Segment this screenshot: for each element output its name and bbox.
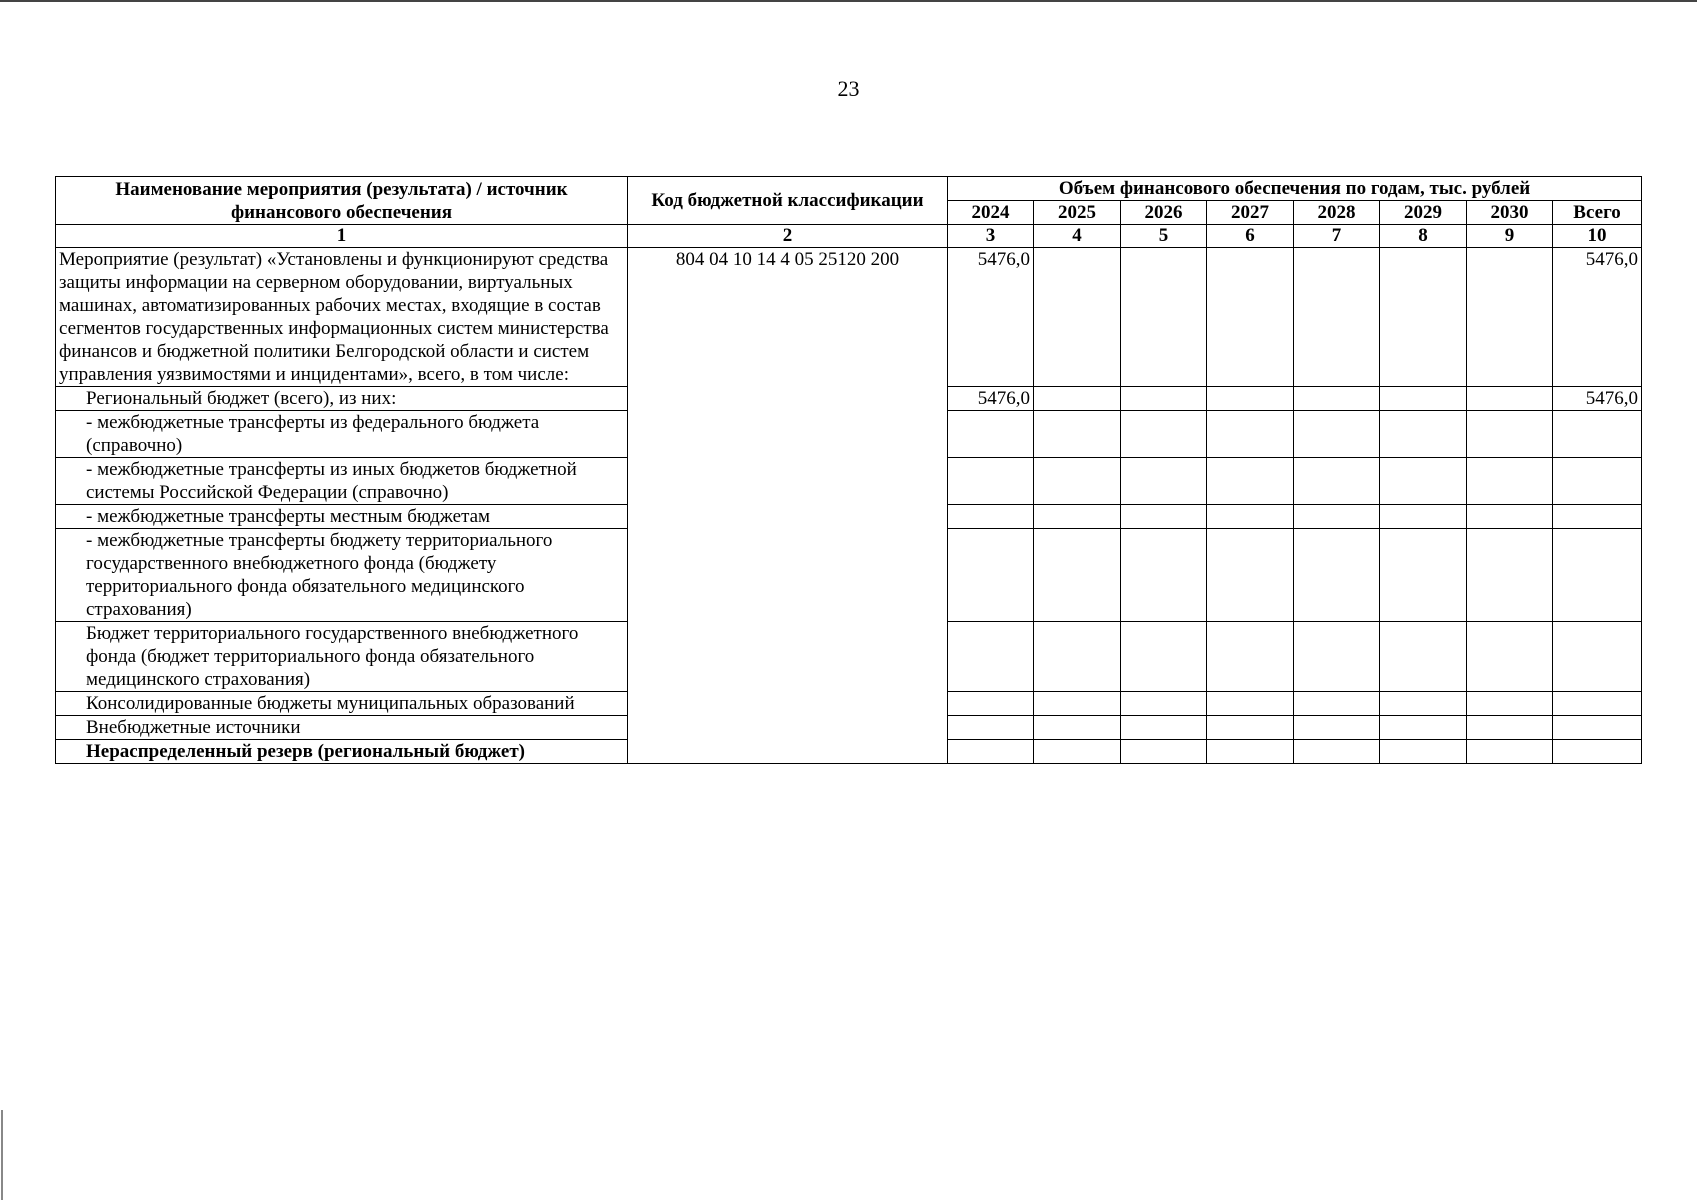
column-number-row (56, 225, 1642, 248)
value-2026 (1121, 692, 1207, 716)
value-2027 (1207, 692, 1294, 716)
value-2028 (1294, 387, 1380, 411)
value-2025 (1034, 716, 1121, 740)
value-2027 (1207, 716, 1294, 740)
value-2029 (1380, 411, 1467, 458)
value-2024 (948, 740, 1034, 764)
column-number: 3 (948, 225, 1034, 248)
value-total (1553, 458, 1642, 505)
value-2028 (1294, 622, 1380, 692)
value-2027 (1207, 505, 1294, 529)
header-total: Всего (1553, 201, 1642, 225)
header-volume-group: Объем финансового обеспечения по годам, тыс. рублей (948, 177, 1642, 201)
header-year-2025: 2025 (1034, 201, 1121, 225)
row-name: - межбюджетные трансферты бюджету территориального государственного внебюджетного фонда (бюджету территориального фонда обязательного медицинского страхования) (56, 529, 628, 622)
value-2027 (1207, 529, 1294, 622)
value-2030 (1467, 692, 1553, 716)
column-number: 8 (1380, 225, 1467, 248)
value-total: 5476,0 (1553, 248, 1642, 387)
value-total: 5476,0 (1553, 387, 1642, 411)
value-2029 (1380, 458, 1467, 505)
value-2028 (1294, 248, 1380, 387)
value-2030 (1467, 248, 1553, 387)
value-2024 (948, 458, 1034, 505)
value-2030 (1467, 505, 1553, 529)
value-2027 (1207, 248, 1294, 387)
value-2024: 5476,0 (948, 248, 1034, 387)
value-2026 (1121, 622, 1207, 692)
value-2030 (1467, 622, 1553, 692)
row-name: - межбюджетные трансферты местным бюджетам (56, 505, 628, 529)
value-2029 (1380, 622, 1467, 692)
header-code-column: Код бюджетной классификации (628, 177, 948, 225)
value-2027 (1207, 387, 1294, 411)
column-number: 7 (1294, 225, 1380, 248)
row-name: Внебюджетные источники (56, 716, 628, 740)
header-year-2026: 2026 (1121, 201, 1207, 225)
value-2024 (948, 505, 1034, 529)
value-2030 (1467, 740, 1553, 764)
value-total (1553, 411, 1642, 458)
column-number: 2 (628, 225, 948, 248)
column-number: 9 (1467, 225, 1553, 248)
scan-edge-mark (1, 1110, 3, 1200)
value-2030 (1467, 387, 1553, 411)
value-2024 (948, 622, 1034, 692)
value-2028 (1294, 529, 1380, 622)
value-2025 (1034, 411, 1121, 458)
value-2025 (1034, 529, 1121, 622)
value-2024 (948, 692, 1034, 716)
column-number: 10 (1553, 225, 1642, 248)
value-2024 (948, 716, 1034, 740)
value-2029 (1380, 529, 1467, 622)
header-year-2024: 2024 (948, 201, 1034, 225)
value-2026 (1121, 387, 1207, 411)
value-2026 (1121, 411, 1207, 458)
value-2025 (1034, 740, 1121, 764)
row-name: Нераспределенный резерв (региональный бюджет) (56, 740, 628, 764)
header-year-2027: 2027 (1207, 201, 1294, 225)
value-2029 (1380, 387, 1467, 411)
value-2029 (1380, 740, 1467, 764)
value-2025 (1034, 692, 1121, 716)
value-2029 (1380, 505, 1467, 529)
value-2026 (1121, 740, 1207, 764)
value-2025 (1034, 622, 1121, 692)
header-year-2030: 2030 (1467, 201, 1553, 225)
financial-support-table (55, 176, 1642, 764)
value-2024 (948, 411, 1034, 458)
value-2028 (1294, 716, 1380, 740)
value-2025 (1034, 505, 1121, 529)
value-2024: 5476,0 (948, 387, 1034, 411)
column-number: 4 (1034, 225, 1121, 248)
value-2026 (1121, 248, 1207, 387)
value-2029 (1380, 716, 1467, 740)
row-name: - межбюджетные трансферты из иных бюджетов бюджетной системы Российской Федерации (справочно) (56, 458, 628, 505)
value-2025 (1034, 387, 1121, 411)
row-name: Бюджет территориального государственного внебюджетного фонда (бюджет территориального фонда обязательного медицинского страхования) (56, 622, 628, 692)
value-2030 (1467, 411, 1553, 458)
value-2024 (948, 529, 1034, 622)
value-total (1553, 740, 1642, 764)
value-2025 (1034, 248, 1121, 387)
header-year-2028: 2028 (1294, 201, 1380, 225)
row-name: Региональный бюджет (всего), из них: (56, 387, 628, 411)
value-2026 (1121, 529, 1207, 622)
table-row (56, 248, 1642, 387)
value-2028 (1294, 740, 1380, 764)
value-2026 (1121, 458, 1207, 505)
value-total (1553, 622, 1642, 692)
header-name-column: Наименование мероприятия (результата) / источник финансового обеспечения (56, 177, 628, 225)
value-2027 (1207, 622, 1294, 692)
value-total (1553, 529, 1642, 622)
header-year-2029: 2029 (1380, 201, 1467, 225)
page-number: 23 (837, 76, 860, 101)
value-2028 (1294, 411, 1380, 458)
value-2028 (1294, 458, 1380, 505)
value-2030 (1467, 716, 1553, 740)
value-total (1553, 505, 1642, 529)
value-2030 (1467, 458, 1553, 505)
row-name: - межбюджетные трансферты из федерального бюджета (справочно) (56, 411, 628, 458)
value-2026 (1121, 716, 1207, 740)
value-2025 (1034, 458, 1121, 505)
value-2029 (1380, 248, 1467, 387)
column-number: 6 (1207, 225, 1294, 248)
value-2028 (1294, 692, 1380, 716)
value-total (1553, 692, 1642, 716)
top-border-rule (0, 0, 1697, 2)
value-2028 (1294, 505, 1380, 529)
value-2027 (1207, 458, 1294, 505)
column-number: 1 (56, 225, 628, 248)
row-name: Мероприятие (результат) «Установлены и функционируют средства защиты информации на серверном оборудовании, виртуальных машинах, автоматизированных рабочих местах, входящие в состав сегментов государственных информационных систем министерства финансов и бюджетной политики Белгородской области и систем управления уязвимостями и инцидентами», всего, в том числе: (56, 248, 628, 387)
value-2027 (1207, 740, 1294, 764)
row-name: Консолидированные бюджеты муниципальных образований (56, 692, 628, 716)
value-total (1553, 716, 1642, 740)
column-number: 5 (1121, 225, 1207, 248)
value-2027 (1207, 411, 1294, 458)
value-2029 (1380, 692, 1467, 716)
value-2030 (1467, 529, 1553, 622)
value-2026 (1121, 505, 1207, 529)
budget-code-cell: 804 04 10 14 4 05 25120 200 (628, 248, 948, 764)
